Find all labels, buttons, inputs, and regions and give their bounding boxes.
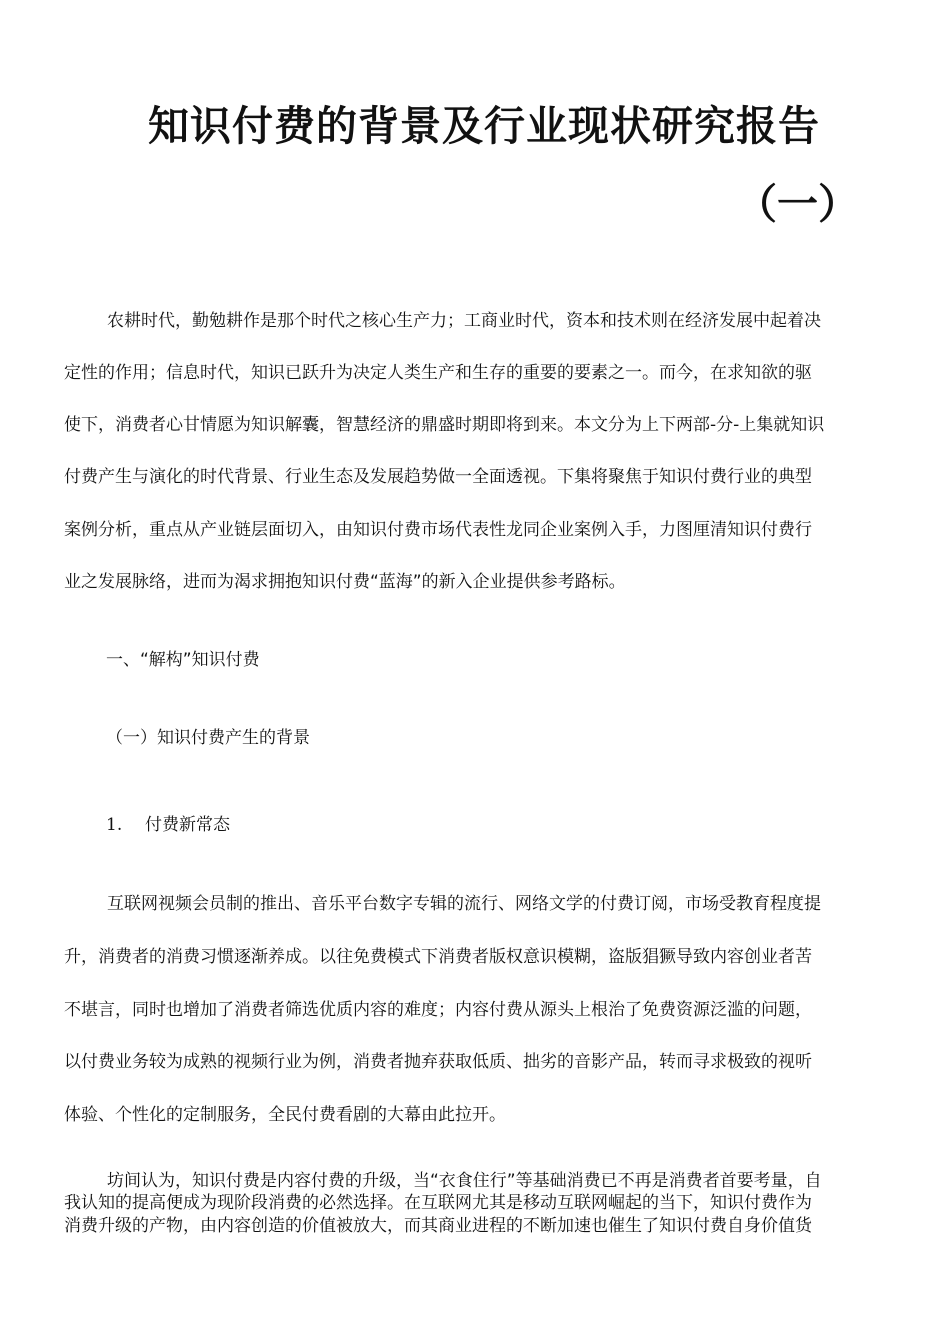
- paragraph-line: 业之发展脉络，进而为渴求拥抱知识付费“蓝海”的新入企业提供参考路标。: [64, 572, 626, 592]
- document-title-part: （一）: [736, 180, 859, 228]
- paragraph-line: 消费升级的产物，由内容创造的价值被放大，而其商业进程的不断加速也催生了知识付费自身价值货: [64, 1216, 812, 1236]
- paragraph-line: 案例分析，重点从产业链层面切入，由知识付费市场代表性龙同企业案例入手，力图厘清知识付费行: [64, 520, 812, 540]
- section-heading-2: （一）知识付费产生的背景: [106, 728, 310, 748]
- section-heading-3-text: 付费新常态: [145, 815, 230, 835]
- paragraph-line: 升，消费者的消费习惯逐渐养成。以往免费模式下消费者版权意识模糊，盗版猖獗导致内容创业者苦: [64, 947, 812, 967]
- section-heading-1: 一、“解构”知识付费: [106, 650, 260, 670]
- section-heading-3-number: 1.: [106, 815, 123, 835]
- paragraph-line: 农耕时代，勤勉耕作是那个时代之核心生产力；工商业时代，资本和技术则在经济发展中起着决: [107, 311, 821, 331]
- paragraph-line: 不堪言，同时也增加了消费者筛选优质内容的难度；内容付费从源头上根治了免费资源泛滥的问题，: [64, 1000, 812, 1020]
- paragraph-line: 坊间认为，知识付费是内容付费的升级，当“衣食住行”等基础消费已不再是消费者首要考量，自: [107, 1171, 822, 1191]
- paragraph-line: 使下，消费者心甘情愿为知识解囊，智慧经济的鼎盛时期即将到来。本文分为上下两部-分-上集就知识: [64, 415, 825, 435]
- paragraph-line: 定性的作用；信息时代，知识已跃升为决定人类生产和生存的重要的要素之一。而今，在求知欲的驱: [64, 363, 812, 383]
- paragraph-line: 体验、个性化的定制服务，全民付费看剧的大幕由此拉开。: [64, 1105, 506, 1125]
- paragraph-line: 我认知的提高便成为现阶段消费的必然选择。在互联网尤其是移动互联网崛起的当下，知识付费作为: [64, 1193, 812, 1213]
- paragraph-line: 互联网视频会员制的推出、音乐平台数字专辑的流行、网络文学的付费订阅，市场受教育程度提: [107, 894, 821, 914]
- paragraph-line: 付费产生与演化的时代背景、行业生态及发展趋势做一全面透视。下集将聚焦于知识付费行业的典型: [64, 467, 812, 487]
- document-title: 知识付费的背景及行业现状研究报告: [148, 102, 820, 150]
- paragraph-line: 以付费业务较为成熟的视频行业为例，消费者抛弃获取低质、拙劣的音影产品，转而寻求极致的视听: [64, 1052, 812, 1072]
